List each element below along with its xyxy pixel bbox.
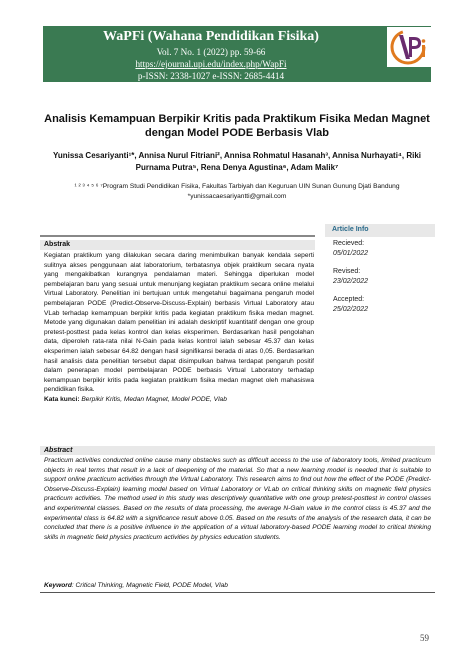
- abstrak-keywords-label: Kata kunci:: [44, 395, 80, 403]
- page-number: 59: [420, 633, 429, 643]
- article-title: Analisis Kemampuan Berpikir Kritis pada Praktikum Fisika Medan Magnet dengan Model PODE Berbasis Vlab: [44, 113, 430, 139]
- received-date: 05/01/2022: [333, 250, 369, 257]
- abstract-en-keywords-line: [44, 582, 228, 589]
- affiliation-block: [50, 182, 424, 202]
- author-email: *yunissacaesariyantti@gmail.com: [187, 193, 287, 200]
- abstrak-text: [44, 251, 314, 405]
- abstrak-heading: Abstrak: [44, 241, 71, 248]
- abstrak-keywords: Berpikir Kritis, Medan Magnet, Model PODE, Vlab: [81, 395, 227, 403]
- abstrak-body: Kegiatan praktikum yang dilakukan secara daring menimbulkan banyak kendala seperti sulitnya akses penggunaan alat laboratorium, terbatasnya objek praktikum secara nyata yang mengakibatkan kurangnya pendalaman materi. Sehingga diperlukan model pembelajaran baru yang sesuai untuk menunjang kegiatan praktikum secara online melalui Virtual Laboratory. Penelitian ini bertujuan untuk mengetahui bagaimana pengaruh model pembelajaran PODE (Predict-Observe-Discuss-Explain) berbasis Virtual Laboratory atau VLab terhadap kemampuan berpikir kritis pada kegiatan praktikum fisika medan magnet. Metode yang digunakan dalam penelitian ini adalah deskriptif kuantitatif dengan one group pretest-posttest pada kelas kontrol dan kelas eksperimen. Berdasarkan hasil pengolahan data, diperoleh rata-rata nilai N-Gain pada kelas kontrol ialah sebesar 45.37 dan kelas eksperimen ialah sebesar 64.82 dengan hasil signifikansi beradа di atas 0,05. Berdasarkan hasil analisis data penelitian tersebut dapat disimpulkan bahwa terdapat pengaruh positif dalam penerapan model pembelajaran PODE berbasis Virtual Laboratory terhadap kemampuan berpikir kritis pada kegiatan praktikum fisika medan magnet oleh mahasiswa pendidikan fisika.: [44, 252, 314, 394]
- revised-date: 23/02/2022: [333, 278, 369, 285]
- journal-logo: [387, 27, 431, 67]
- revised-label: Revised:: [333, 268, 361, 275]
- journal-volume: Vol. 7 No. 1 (2022) pp. 59-66: [156, 47, 266, 57]
- affiliation: ¹ ² ³ ⁴ ⁵ ⁶ ⁷Program Studi Pendidikan Fisika, Fakultas Tarbiyah dan Keguruan UIN Sunan Gunung Djati Bandung: [74, 183, 400, 190]
- journal-url-link[interactable]: https://ejournal.upi.edu/index.php/WapFi: [135, 59, 287, 69]
- abstract-en-heading-bar: [40, 446, 435, 455]
- section-rule: [40, 592, 435, 593]
- abstrak-divider: [40, 235, 315, 237]
- accepted-label: Accepted:: [333, 296, 365, 303]
- article-info-panel: [325, 224, 435, 316]
- abstract-en-keywords-label: Keyword: [44, 582, 72, 589]
- author-list: Yunissa Cesariyanti¹*, Annisa Nurul Fitriani², Annisa Rohmatul Hasanah³, Annisa Nurhayati⁴, Riki Purnama Putra⁵, Rena Denya Agustina⁶, Adam Malik⁷: [52, 151, 422, 172]
- article-info-heading: Article Info: [325, 224, 435, 237]
- abstrak-heading-bar: [40, 240, 315, 250]
- abstract-en-body: Practicum activities conducted online cause many obstacles such as difficult access to the use of laboratory tools, limited practicum objects in real terms that result in a lack of deepening of the material. So that a new learning model is needed that is suitable to support online practicum activities through the Virtual Laboratory. This research aims to find out how the effect of the PODE (Predict-Observe-Discuss-Explain) learning model based on Virtual Laboratory or VLab on critical thinking skills on magnetic field physics practicum activities. The method used in this study was descriptively quantitative with one group pretest-posttest in control classes and experimental classes. Based on the results of data processing, the average N-Gain value in the control class is 45.37 and the experimental class is 64.82 with a significance result above 0.05. Based on the results of the analysis of the research data, it can be concluded that there is a positive influence in the application of a virtual laboratory-based PODE learning model to critical thinking skills in magnetic field physics practicum activities by physics education students.: [44, 457, 431, 541]
- journal-header: [43, 26, 431, 82]
- abstract-en-heading: Abstract: [44, 447, 73, 454]
- journal-title: WaPFi (Wahana Pendidikan Fisika): [103, 29, 319, 44]
- abstract-en-keywords: : Critical Thinking, Magnetic Field, PODE Model, Vlab: [71, 582, 228, 589]
- journal-issn: p-ISSN: 2338-1027 e-ISSN: 2685-4414: [137, 71, 285, 81]
- received-label: Recieved:: [333, 240, 365, 247]
- accepted-date: 25/02/2022: [333, 306, 369, 313]
